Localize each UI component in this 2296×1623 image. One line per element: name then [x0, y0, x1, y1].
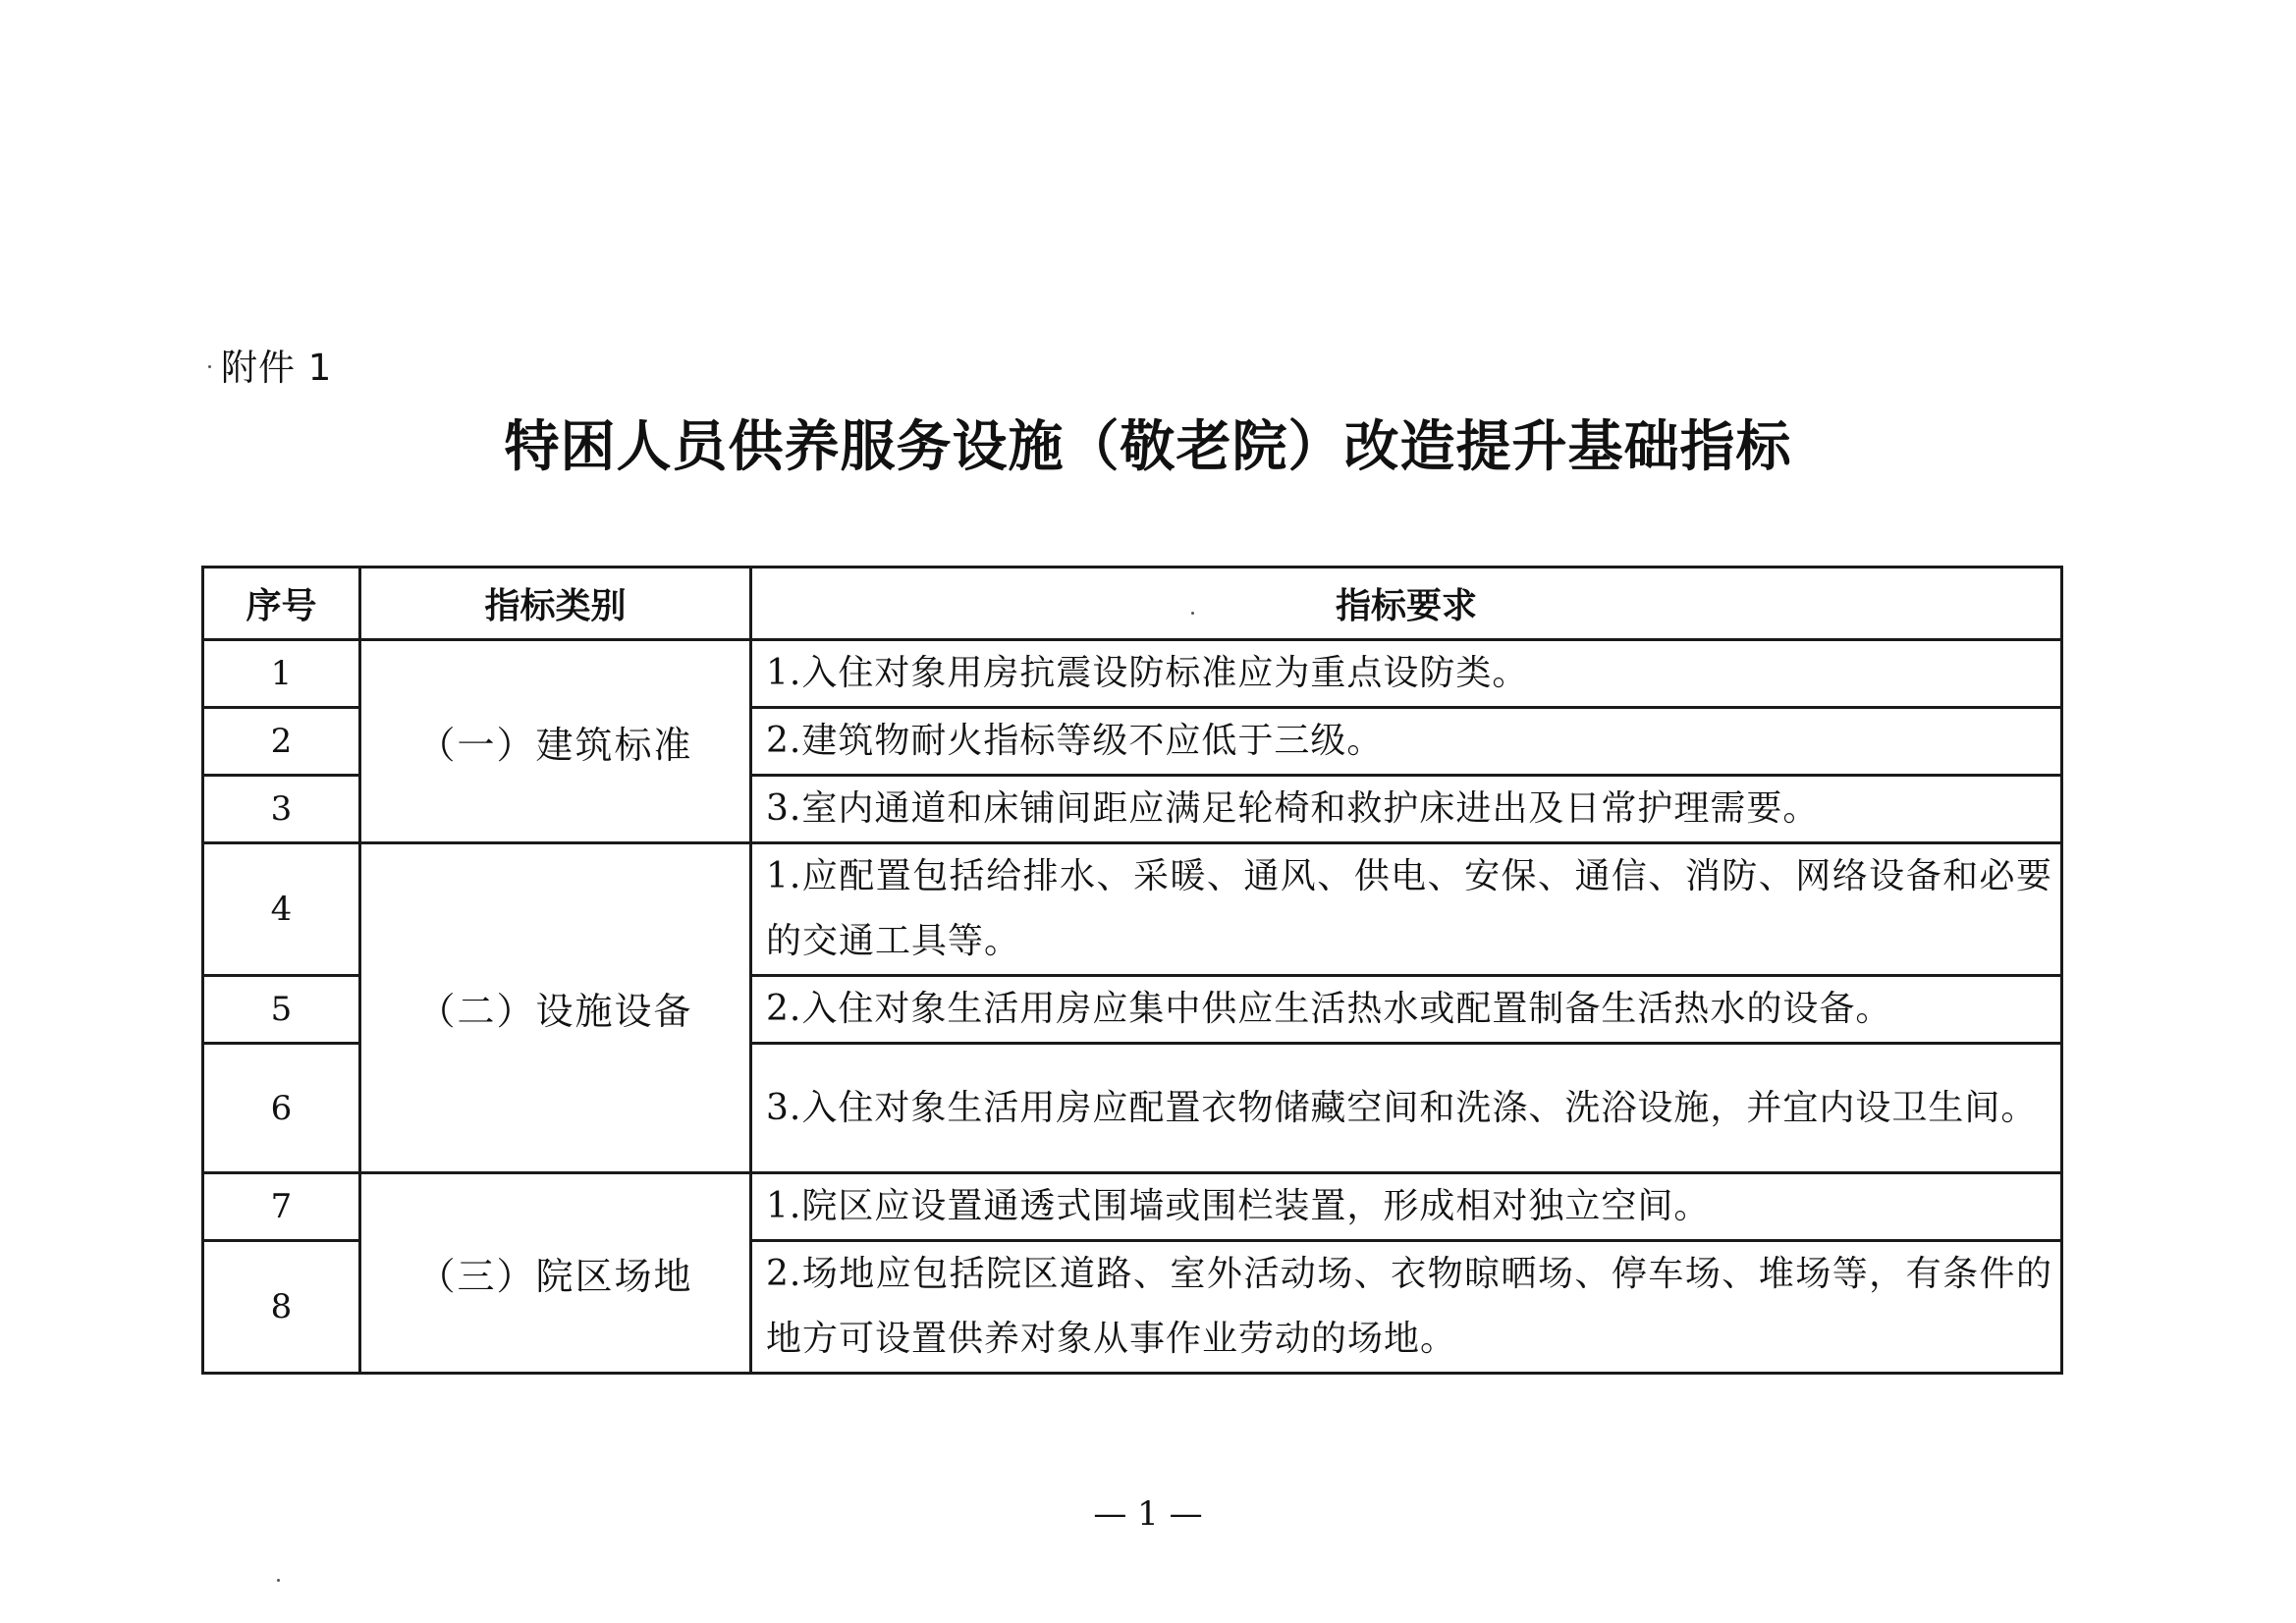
table-header-row: [203, 568, 2062, 640]
header-requirement: 指标要求: [751, 568, 2062, 640]
header-seq: 序号: [203, 568, 360, 640]
page-number: — 1 —: [1093, 1494, 1203, 1534]
requirement-cell: 2.场地应包括院区道路、室外活动场、衣物晾晒场、停车场、堆场等，有条件的地方可设置供养对象从事作业劳动的场地。: [751, 1241, 2062, 1374]
row-seq: 1: [203, 640, 360, 708]
table-row: [203, 1173, 2062, 1241]
scan-speck: [277, 1579, 280, 1582]
table-row: [203, 640, 2062, 708]
table-row: [203, 843, 2062, 976]
requirement-cell: 1.入住对象用房抗震设防标准应为重点设防类。: [751, 640, 2062, 708]
requirement-cell: 3.室内通道和床铺间距应满足轮椅和救护床进出及日常护理需要。: [751, 776, 2062, 843]
row-seq: 7: [203, 1173, 360, 1241]
requirement-cell: 2.入住对象生活用房应集中供应生活热水或配置制备生活热水的设备。: [751, 976, 2062, 1044]
requirement-cell: 1.院区应设置通透式围墙或围栏装置，形成相对独立空间。: [751, 1173, 2062, 1241]
category-cell: （一）建筑标准: [360, 640, 751, 843]
header-category: 指标类别: [360, 568, 751, 640]
category-cell: （二）设施设备: [360, 843, 751, 1173]
document-title: 特困人员供养服务设施（敬老院）改造提升基础指标: [504, 415, 1792, 479]
scan-speck: [208, 365, 211, 368]
row-seq: 8: [203, 1241, 360, 1374]
category-cell: （三）院区场地: [360, 1173, 751, 1374]
row-seq: 4: [203, 843, 360, 976]
requirement-cell: 3.入住对象生活用房应配置衣物储藏空间和洗涤、洗浴设施，并宜内设卫生间。: [751, 1044, 2062, 1173]
requirement-cell: 2.建筑物耐火指标等级不应低于三级。: [751, 708, 2062, 776]
row-seq: 3: [203, 776, 360, 843]
row-seq: 6: [203, 1044, 360, 1173]
row-seq: 2: [203, 708, 360, 776]
scan-speck: [1191, 612, 1194, 615]
requirement-cell: 1.应配置包括给排水、采暖、通风、供电、安保、通信、消防、网络设备和必要的交通工具等。: [751, 843, 2062, 976]
row-seq: 5: [203, 976, 360, 1044]
attachment-label: 附件 1: [221, 347, 333, 389]
indicator-table: [201, 566, 2063, 1375]
